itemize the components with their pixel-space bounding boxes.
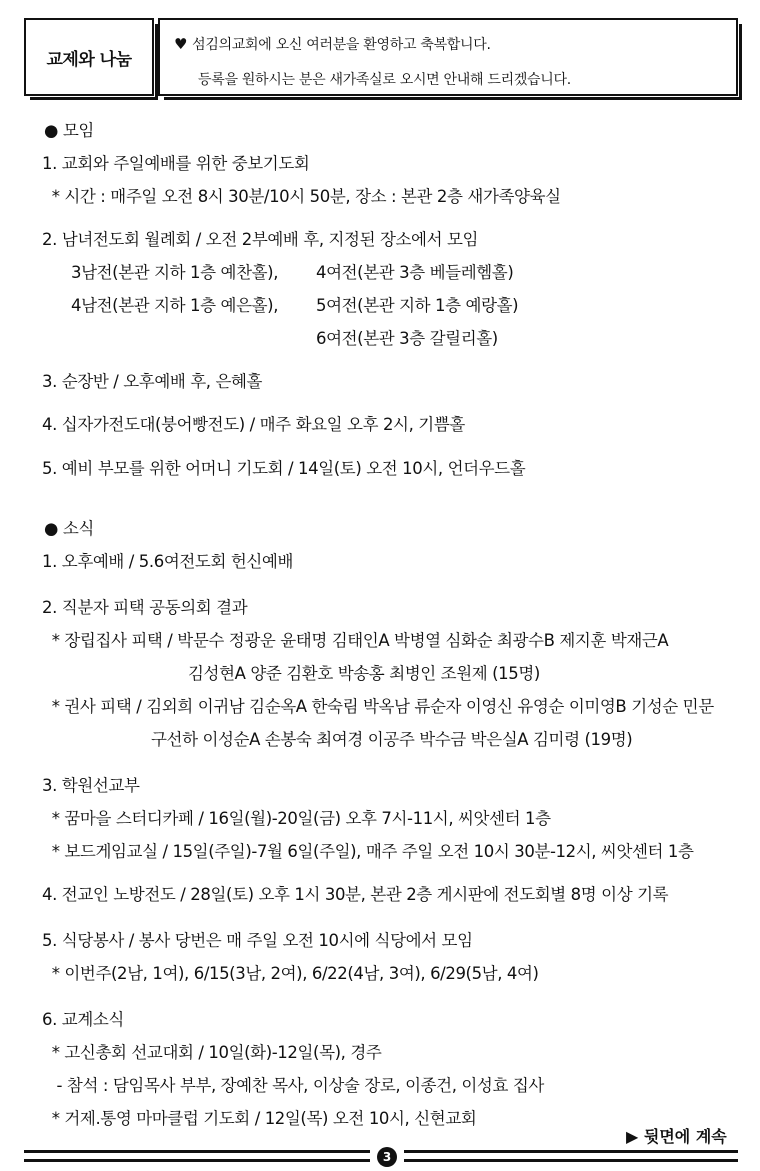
section-heading-meetings: ● 모임	[44, 121, 94, 140]
list-item: 3남전(본관 지하 1층 예찬홀),	[71, 263, 279, 282]
list-item: 3. 순장반 / 오후예배 후, 은혜홀	[42, 372, 263, 391]
list-item: * 이번주(2남, 1여), 6/15(3남, 2여), 6/22(4남, 3여), 6/29(5남, 4여)	[42, 964, 539, 983]
welcome-box	[158, 18, 738, 96]
list-item: 1. 교회와 주일예배를 위한 중보기도회	[42, 154, 310, 173]
list-item: * 권사 피택 / 김외희 이귀남 김순옥A 한숙림 박옥남 류순자 이영신 유영순 이미영B 기성순 민문	[42, 697, 714, 716]
list-item: 2. 남녀전도회 월례회 / 오전 2부예배 후, 지정된 장소에서 모임	[42, 230, 479, 249]
list-item: - 참석 : 담임목사 부부, 장예찬 목사, 이상술 장로, 이종건, 이성효 집사	[42, 1076, 544, 1095]
list-item: 5. 식당봉사 / 봉사 당번은 매 주일 오전 10시에 식당에서 모임	[42, 931, 473, 950]
list-item: * 꿈마을 스터디카페 / 16일(월)-20일(금) 오후 7시-11시, 씨앗센터 1층	[42, 809, 551, 828]
list-item: * 시간 : 매주일 오전 8시 30분/10시 50분, 장소 : 본관 2층 새가족양육실	[42, 187, 561, 206]
list-item: * 장립집사 피택 / 박문수 정광운 윤태명 김태인A 박병열 심화순 최광수B 제지훈 박재근A	[42, 631, 669, 650]
list-item: * 고신총회 선교대회 / 10일(화)-12일(목), 경주	[42, 1043, 382, 1062]
list-item: 구선하 이성순A 손봉숙 최여경 이공주 박수금 박은실A 김미령 (19명)	[151, 730, 633, 749]
list-item: 5. 예비 부모를 위한 어머니 기도회 / 14일(토) 오전 10시, 언더우드홀	[42, 459, 526, 478]
list-item: 6. 교계소식	[42, 1010, 124, 1029]
list-item: 5여전(본관 지하 1층 예랑홀)	[316, 296, 519, 315]
welcome-line-1: 섬김의교회에 오신 여러분을 환영하고 축복합니다.	[192, 37, 491, 53]
section-heading-news: ● 소식	[44, 519, 94, 538]
list-item: 2. 직분자 피택 공동의회 결과	[42, 598, 248, 617]
list-item: 4남전(본관 지하 1층 예은홀),	[71, 296, 279, 315]
list-item: 김성현A 양준 김환호 박송홍 최병인 조원제 (15명)	[188, 664, 540, 683]
list-item: * 거제.통영 마마클럽 기도회 / 12일(목) 오전 10시, 신현교회	[42, 1109, 477, 1128]
list-item: 3. 학원선교부	[42, 776, 140, 795]
welcome-line-2: 등록을 원하시는 분은 새가족실로 오시면 안내해 드리겠습니다.	[198, 72, 571, 88]
continue-on-back-label: ▶ 뒷면에 계속	[626, 1127, 727, 1146]
page-number: 3	[377, 1147, 397, 1167]
list-item: 1. 오후예배 / 5.6여전도회 헌신예배	[42, 552, 293, 571]
list-item: * 보드게임교실 / 15일(주일)-7월 6일(주일), 매주 주일 오전 10시 30분-12시, 씨앗센터 1층	[42, 842, 694, 861]
section-title: 교제와 나눔	[24, 18, 154, 96]
list-item: 4. 전교인 노방전도 / 28일(토) 오후 1시 30분, 본관 2층 게시판에 전도회별 8명 이상 기록	[42, 885, 669, 904]
list-item: 4여전(본관 3층 베들레헴홀)	[316, 263, 514, 282]
heart-icon: ♥	[174, 35, 188, 53]
list-item: 4. 십자가전도대(붕어빵전도) / 매주 화요일 오후 2시, 기쁨홀	[42, 415, 465, 434]
list-item: 6여전(본관 3층 갈릴리홀)	[316, 329, 498, 348]
